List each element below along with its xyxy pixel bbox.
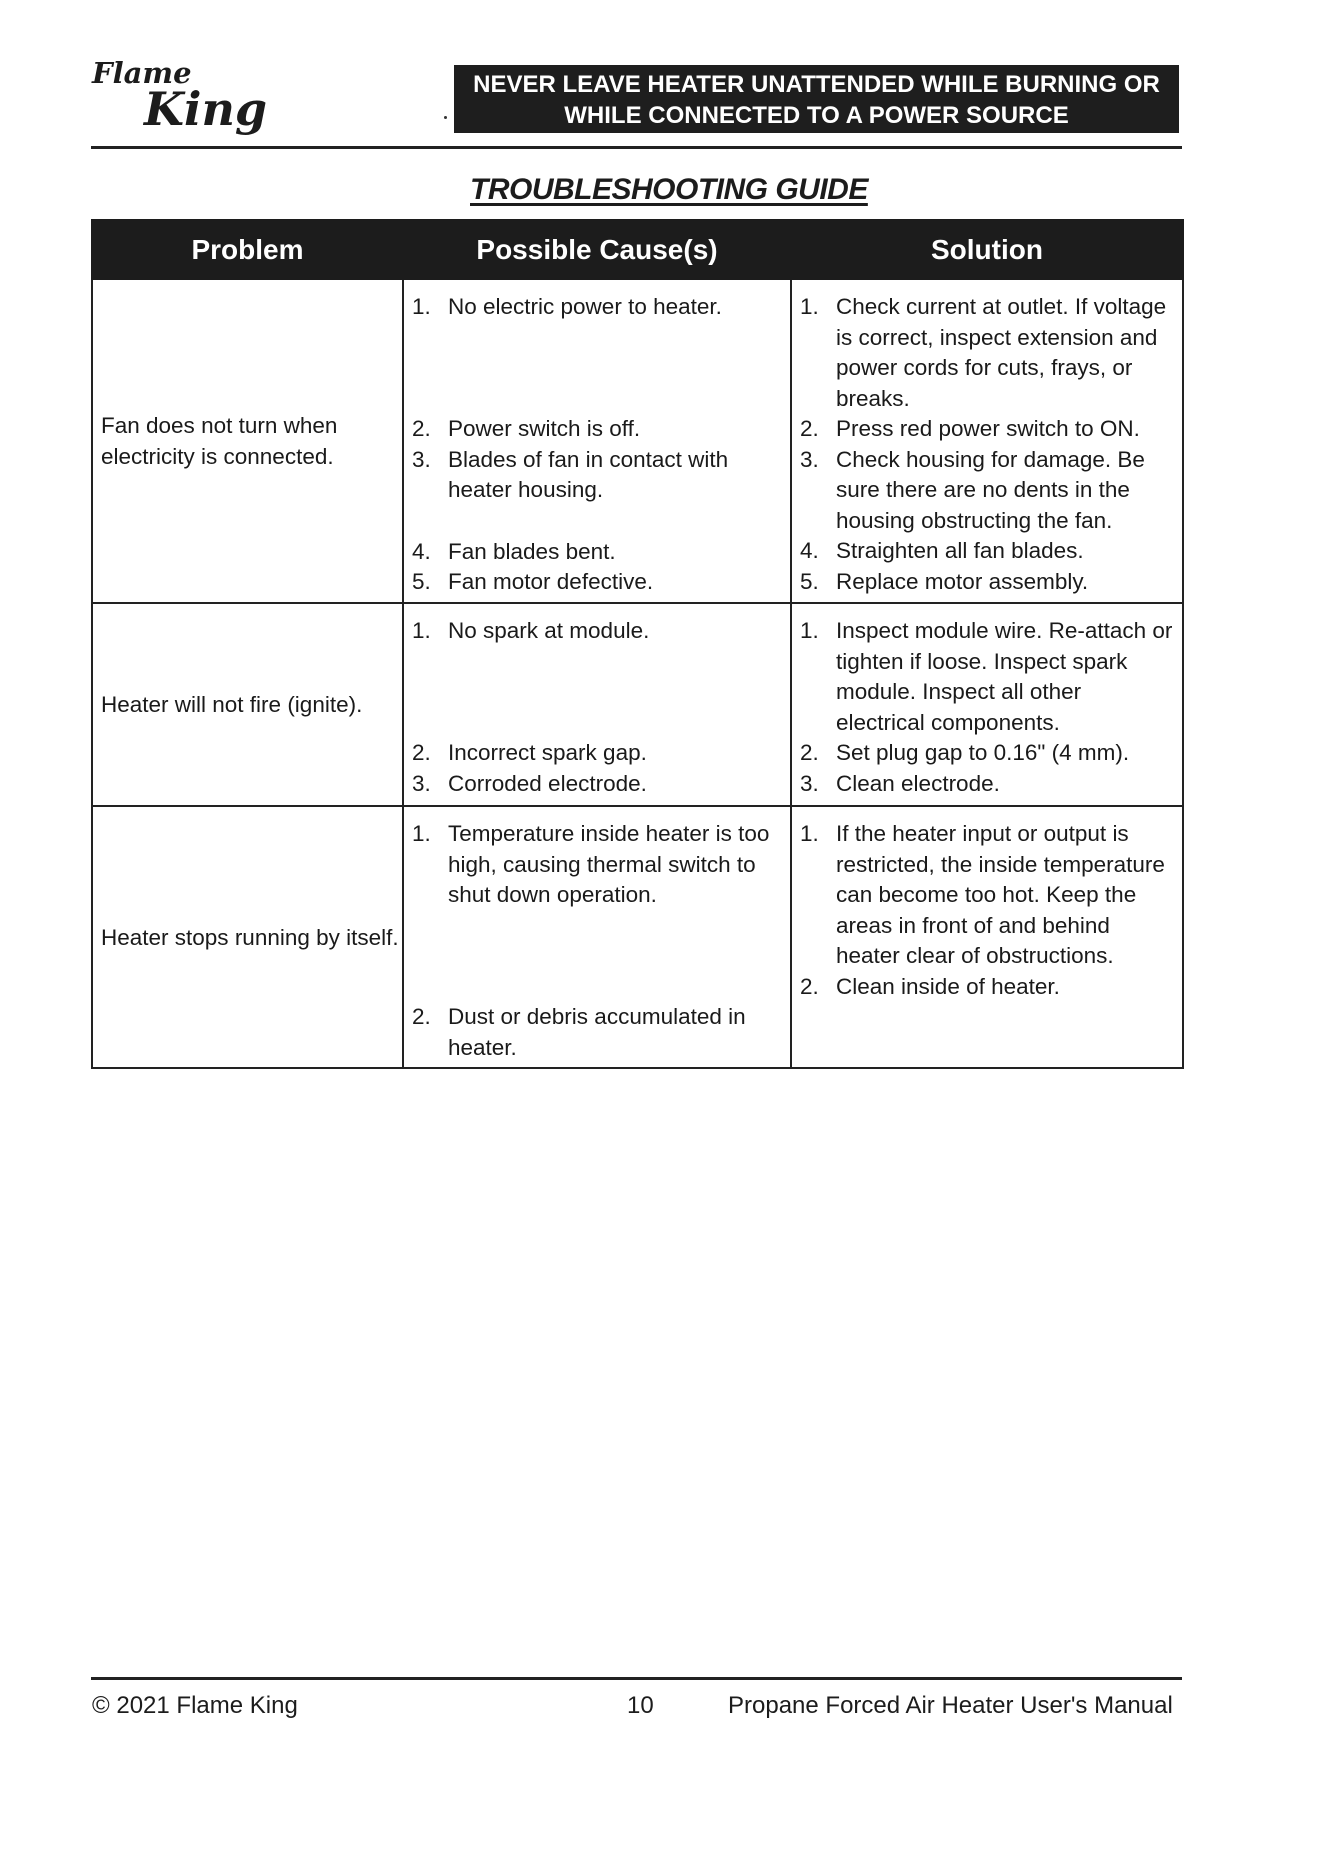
solution-item: 5. Replace motor assembly. <box>800 568 1089 594</box>
warning-banner <box>454 65 1179 133</box>
causes-cell <box>403 806 791 1068</box>
solutions-cell <box>791 279 1183 603</box>
cause-item: 2. Incorrect spark gap. <box>412 740 647 765</box>
solution-item: 2. Press red power switch to ON. <box>800 416 1140 441</box>
table-row <box>92 279 1183 603</box>
header-causes: Possible Cause(s) <box>403 220 791 279</box>
problem-cell: Heater stops running by itself. <box>92 806 403 1068</box>
cause-item: 2. Dust or debris accumulated in heater. <box>412 1004 746 1060</box>
cause-item: 3. Corroded electrode. <box>412 770 647 796</box>
header-problem: Problem <box>92 220 403 279</box>
header-solution: Solution <box>791 220 1183 279</box>
cause-item: 2. Power switch is off. <box>412 416 641 441</box>
cause-item: 4. Fan blades bent. <box>412 538 616 564</box>
solution-item: 1. If the heater input or output is restricted, the inside temperature can become too hot. Keep the areas in front of and behind heater clear of obstructions. <box>800 821 1165 968</box>
solutions-cell <box>791 806 1183 1068</box>
solution-item: 2. Clean inside of heater. <box>800 973 1060 999</box>
flame-king-logo <box>92 54 332 136</box>
header-divider <box>91 146 1182 149</box>
cause-item: 1. No spark at module. <box>412 618 650 643</box>
troubleshooting-table <box>91 219 1184 1069</box>
table-row <box>92 603 1183 806</box>
cause-item: 5. Fan motor defective. <box>412 569 654 594</box>
solution-item: 2. Set plug gap to 0.16" (4 mm). <box>800 740 1130 765</box>
table-header-row <box>92 220 1183 279</box>
warning-line-1: NEVER LEAVE HEATER UNATTENDED WHILE BURNING OR <box>473 71 1160 98</box>
causes-cell <box>403 603 791 806</box>
logo-word-flame: Flame <box>92 56 192 90</box>
solution-item: 1. Inspect module wire. Re-attach or tighten if loose. Inspect spark module. Inspect all other electrical components. <box>800 618 1173 735</box>
solution-item: 4. Straighten all fan blades. <box>800 538 1084 563</box>
stray-dot <box>444 116 447 119</box>
solution-item: 1. Check current at outlet. If voltage is correct, inspect extension and power cords for cuts, frays, or breaks. <box>800 294 1167 411</box>
footer-copyright: © 2021 Flame King <box>92 1692 298 1719</box>
cause-item: 1. No electric power to heater. <box>412 294 722 319</box>
solutions-cell <box>791 603 1183 806</box>
table-row <box>92 806 1183 1068</box>
footer-manual-title: Propane Forced Air Heater User's Manual <box>728 1692 1173 1719</box>
logo-word-king: King <box>144 82 268 136</box>
causes-cell <box>403 279 791 603</box>
solution-item: 3. Clean electrode. <box>800 770 1000 796</box>
cause-item: 1. Temperature inside heater is too high, causing thermal switch to shut down operation. <box>412 821 770 907</box>
cause-item: 3. Blades of fan in contact with heater housing. <box>412 446 729 502</box>
solution-item: 3. Check housing for damage. Be sure there are no dents in the housing obstructing the fan. <box>800 446 1145 533</box>
warning-line-2: WHILE CONNECTED TO A POWER SOURCE <box>564 102 1069 129</box>
page-number: 10 <box>627 1692 654 1719</box>
footer-divider <box>91 1677 1182 1680</box>
problem-cell: Heater will not fire (ignite). <box>92 603 403 806</box>
page-title: TROUBLESHOOTING GUIDE <box>470 173 868 206</box>
problem-cell: Fan does not turn when electricity is connected. <box>92 279 403 603</box>
